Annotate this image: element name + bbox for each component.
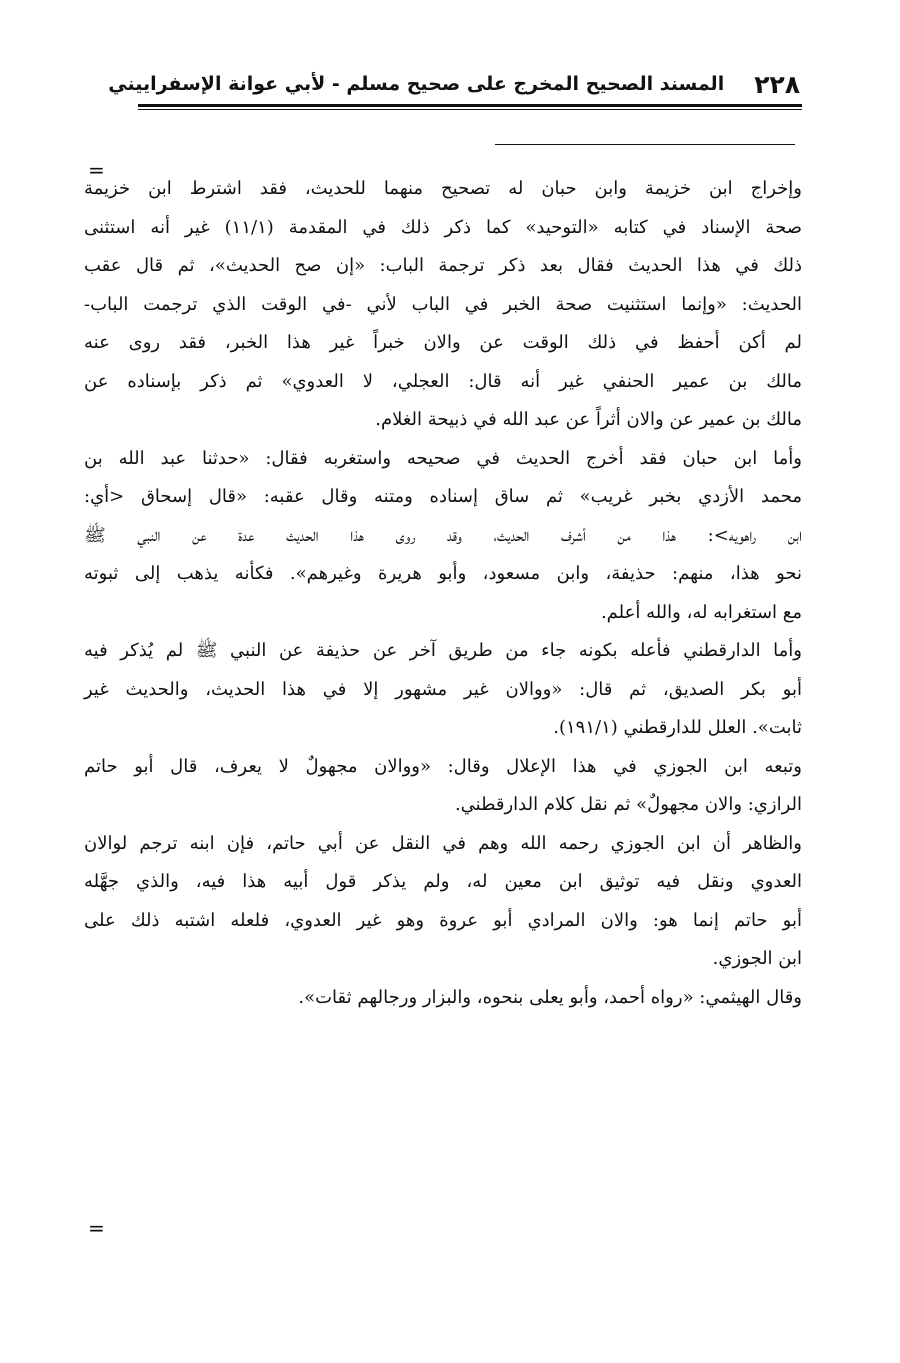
- text-line: الرازي: والان مجهولٌ» ثم نقل كلام الدارقطني.: [454, 794, 802, 815]
- text-line: وأما الدارقطني فأعله بكونه جاء من طريق آخر عن حذيفة عن النبي ﷺ لم يُذكر فيه: [84, 640, 802, 661]
- text-line: والظاهر أن ابن الجوزي رحمه الله وهم في النقل عن أبي حاتم، فإن ابنه ترجم لوالان: [84, 832, 802, 854]
- paragraph: [84, 748, 802, 825]
- text-line: مالك بن عمير عن والان أثراً عن عبد الله في ذبيحة الغلام.: [375, 409, 802, 430]
- continuation-marker-bottom: =: [88, 1216, 105, 1240]
- text-line: مع استغرابه له، والله أعلم.: [600, 601, 802, 623]
- footnote-separator: [495, 144, 795, 145]
- text-line: أبو بكر الصديق، ثم قال: «ووالان غير مشهور إلا في هذا الحديث، والحديث غير: [84, 678, 802, 700]
- text-line: ذلك في هذا الحديث فقال بعد ذكر ترجمة الباب: «إن صح الحديث»، ثم قال عقب: [84, 255, 802, 276]
- text-line: أبو حاتم إنما هو: والان المرادي أبو عروة وهو غير العدوي، فلعله اشتبه ذلك على: [84, 909, 802, 931]
- text-line: وأما ابن حبان فقد أخرج الحديث في صحيحه واستغربه فقال: «حدثنا عبد الله بن: [84, 447, 802, 469]
- paragraph: [84, 440, 802, 633]
- text-line: ابن راهويه>: هذا من أشرف الحديث، وقد روى هذا الحديث عدة عن النبي ﷺ: [84, 524, 802, 546]
- text-line: صحة الإسناد في كتابه «التوحيد» كما ذكر ذلك في المقدمة (١١/١) غير أنه استثنى: [84, 216, 802, 238]
- text-line: ثابت». العلل للدارقطني (١٩١/١).: [553, 717, 802, 738]
- header-rule-thin: [138, 109, 802, 110]
- page-header: [108, 64, 800, 104]
- text-line: لم أكن أحفظ في ذلك الوقت عن والان خبراً غير هذا الخبر، فقد روى عنه: [84, 332, 802, 353]
- page-number: ٢٢٨: [754, 69, 800, 99]
- footnote-text: [84, 170, 802, 1017]
- text-line: وقال الهيثمي: «رواه أحمد، وأبو يعلى بنحوه، والبزار ورجالهم ثقات».: [298, 986, 802, 1008]
- paragraph: [84, 632, 802, 748]
- text-line: محمد الأزدي بخبر غريب» ثم ساق إسناده ومتنه وقال عقبه: «قال إسحاق <أي:: [84, 486, 802, 507]
- text-line: وتبعه ابن الجوزي في هذا الإعلال وقال: «ووالان مجهولٌ لا يعرف، قال أبو حاتم: [84, 755, 802, 777]
- header-rule-thick: [138, 104, 802, 107]
- continuation-marker-top: =: [88, 158, 105, 182]
- text-line: الحديث: «وإنما استثنيت صحة الخبر في الباب لأني -في الوقت الذي ترجمت الباب-: [84, 293, 802, 315]
- text-line: وإخراج ابن خزيمة وابن حبان له تصحيح منهما للحديث، فقد اشترط ابن خزيمة: [84, 178, 802, 199]
- paragraph: [84, 825, 802, 979]
- running-title: المسند الصحيح المخرج على صحيح مسلم - لأبي عوانة الإسفراييني: [108, 73, 725, 95]
- text-line: ابن الجوزي.: [712, 948, 802, 969]
- text-line: العدوي ونقل فيه توثيق ابن معين له، ولم يذكر قول أبيه هذا فيه، والذي جهَّله: [84, 871, 802, 892]
- text-line: مالك بن عمير الحنفي غير أنه قال: العجلي، لا العدوي» ثم ذكر بإسناده عن: [84, 370, 802, 392]
- text-line: نحو هذا، منهم: حذيفة، وابن مسعود، وأبو هريرة وغيرهم». فكأنه يذهب إلى ثبوته: [84, 563, 802, 584]
- paragraph: [84, 979, 802, 1018]
- paragraph: [84, 170, 802, 440]
